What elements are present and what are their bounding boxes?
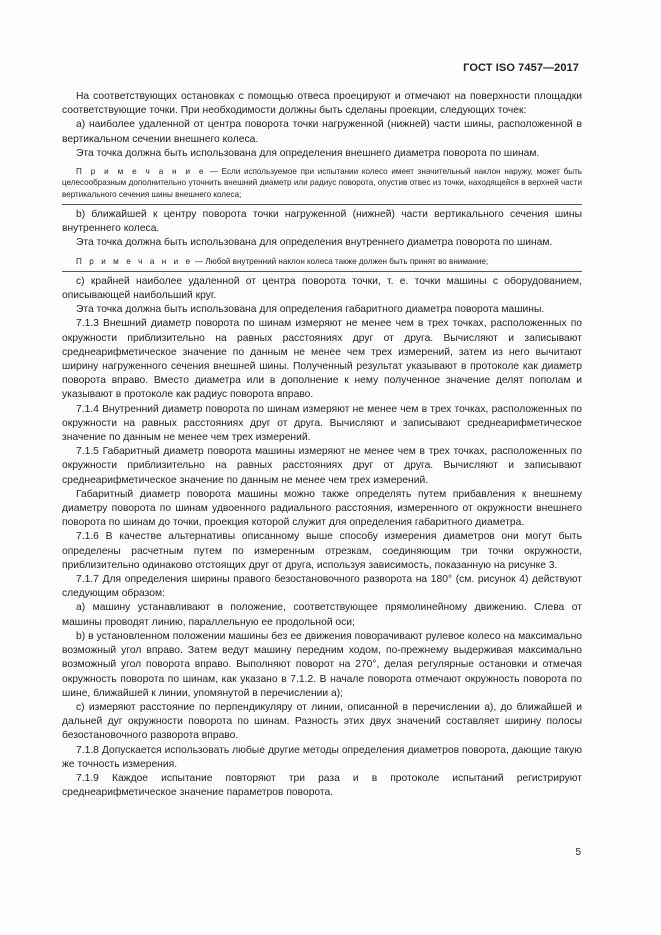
section-7-1-6: 7.1.6 В качестве альтернативы описанному выше способу измерения диаметров они могут быть определены расчетным путем по измеренным отрезкам, соединяющим три точки окружности, приблизительно одинаково отстоящих друг от друга, используя зависимость, показанную на рисунке 3. bbox=[62, 531, 582, 571]
section-7-1-4: 7.1.4 Внутренний диаметр поворота по шинам измеряют не менее чем в трех точках, расположенных по окружности на равных расстояниях друг от друга. Вычисляют и записывают среднеарифметическое значение по данным не менее чем трех измерений. bbox=[62, 403, 582, 444]
paragraph-b-use: Эта точка должна быть использована для определения внутреннего диаметра поворота по шинам. bbox=[76, 237, 553, 249]
note-label: П р и м е ч а н и е bbox=[76, 167, 207, 177]
paragraph-c-use: Эта точка должна быть использована для определения габаритного диаметра поворота машины. bbox=[76, 304, 545, 316]
list-item-b: b) ближайшей к центру поворота точки нагруженной (нижней) части вертикального сечения шины внутреннего колеса. bbox=[62, 208, 582, 235]
note-text: — Если используемое при испытании колесо имеет значительный наклон наружу, может быть целесообразным дополнительно уточнить внешний диаметр или радиус поворота, опустив отвес из точки, находящейся в верхней части вертикального сечения шины внешнего колеса; bbox=[62, 167, 582, 199]
note-divider bbox=[62, 271, 582, 272]
document-body bbox=[62, 90, 582, 800]
section-7-1-8: 7.1.8 Допускается использовать любые другие методы определения диаметров поворота, дающие такую же точность измерения. bbox=[62, 744, 582, 770]
note-2 bbox=[62, 256, 582, 267]
paragraph-a-use: Эта точка должна быть использована для определения внешнего диаметра поворота по шинам. bbox=[76, 147, 540, 159]
document-id: ГОСТ ISO 7457—2017 bbox=[463, 62, 579, 74]
list-item-c: с) крайней наиболее удаленной от центра поворота точки, т. е. точки машины с оборудованием, описывающей наибольший круг. bbox=[62, 275, 582, 302]
list-item-a2: а) машину устанавливают в положение, соответствующее прямолинейному движению. Слева от машины проводят линию, параллельную ее продольной оси; bbox=[62, 602, 582, 628]
list-item-b2: b) в установленном положении машины без ее движения поворачивают рулевое колесо на максимально возможный угол вправо. Затем ведут машину передним ходом, по-прежнему выдерживая максимально возможный угол поворота вправо. Выполняют поворот на 270°, делая регулярные остановки и отмечая окружность поворота по шинам, как указано в 7.1.2. В начале поворота отмечают окружность поворота по шине, ближайшей к линии, упомянутой в перечислении а); bbox=[62, 630, 582, 699]
section-7-1-7: 7.1.7 Для определения ширины правого безостановочного разворота на 180° (см. рисунок 4) действуют следующим образом: bbox=[62, 574, 582, 600]
section-7-1-5-cont: Габаритный диаметр поворота машины можно также определять путем прибавления к внешнему диаметру поворота по шинам удвоенного радиального расстояния, измеренного от окружности внешнего поворота по шинам до точки, проекция которой служит для определения габаритного диаметра. bbox=[62, 488, 582, 529]
section-7-1-9: 7.1.9 Каждое испытание повторяют три раза и в протоколе испытаний регистрируют среднеарифметическое значение параметров поворота. bbox=[62, 772, 582, 799]
section-7-1-5: 7.1.5 Габаритный диаметр поворота машины измеряют не менее чем в трех точках, расположенных по окружности приблизительно на равных расстояниях друг от друга. Вычисляют и записывают среднеарифметическое значение по данным не менее чем трех измерений. bbox=[62, 446, 582, 486]
paragraph-intro: На соответствующих остановках с помощью отвеса проецируют и отмечают на поверхности площадки соответствующие точки. При необходимости должны быть сделаны проекции, следующих точек: bbox=[62, 91, 582, 117]
note-1 bbox=[62, 166, 582, 200]
note-label: П р и м е ч а н и е bbox=[76, 256, 193, 266]
section-7-1-3: 7.1.3 Внешний диаметр поворота по шинам измеряют не менее чем в трех точках, расположенных по окружности приблизительно на равных расстояниях друг от друга. Вычисляют и записывают среднеарифметическое значение по данным не менее чем трех измерений, затем из него вычитают ширину нагруженного сечения внешней шины. Полученный результат указывают в протоколе как диаметр поворота вправо. Вместо диаметра или в дополнение к нему полученное значение делят пополам и указывают в протоколе как радиус поворота вправо. bbox=[62, 318, 582, 401]
page-number: 5 bbox=[575, 847, 581, 858]
note-divider bbox=[62, 204, 582, 205]
note-text: — Любой внутренний наклон колеса также должен быть принят во внимание; bbox=[192, 256, 489, 266]
list-item-a: а) наиболее удаленной от центра поворота точки нагруженной (нижней) части шины, расположенной в вертикальном сечении внешнего колеса. bbox=[62, 119, 582, 145]
list-item-c2: с) измеряют расстояние по перпендикуляру от линии, описанной в перечислении а), до ближайшей и дальней дуг окружности поворота по шинам. Разность этих двух значений составляет ширину полосы безостановочного разворота вправо. bbox=[62, 701, 582, 742]
